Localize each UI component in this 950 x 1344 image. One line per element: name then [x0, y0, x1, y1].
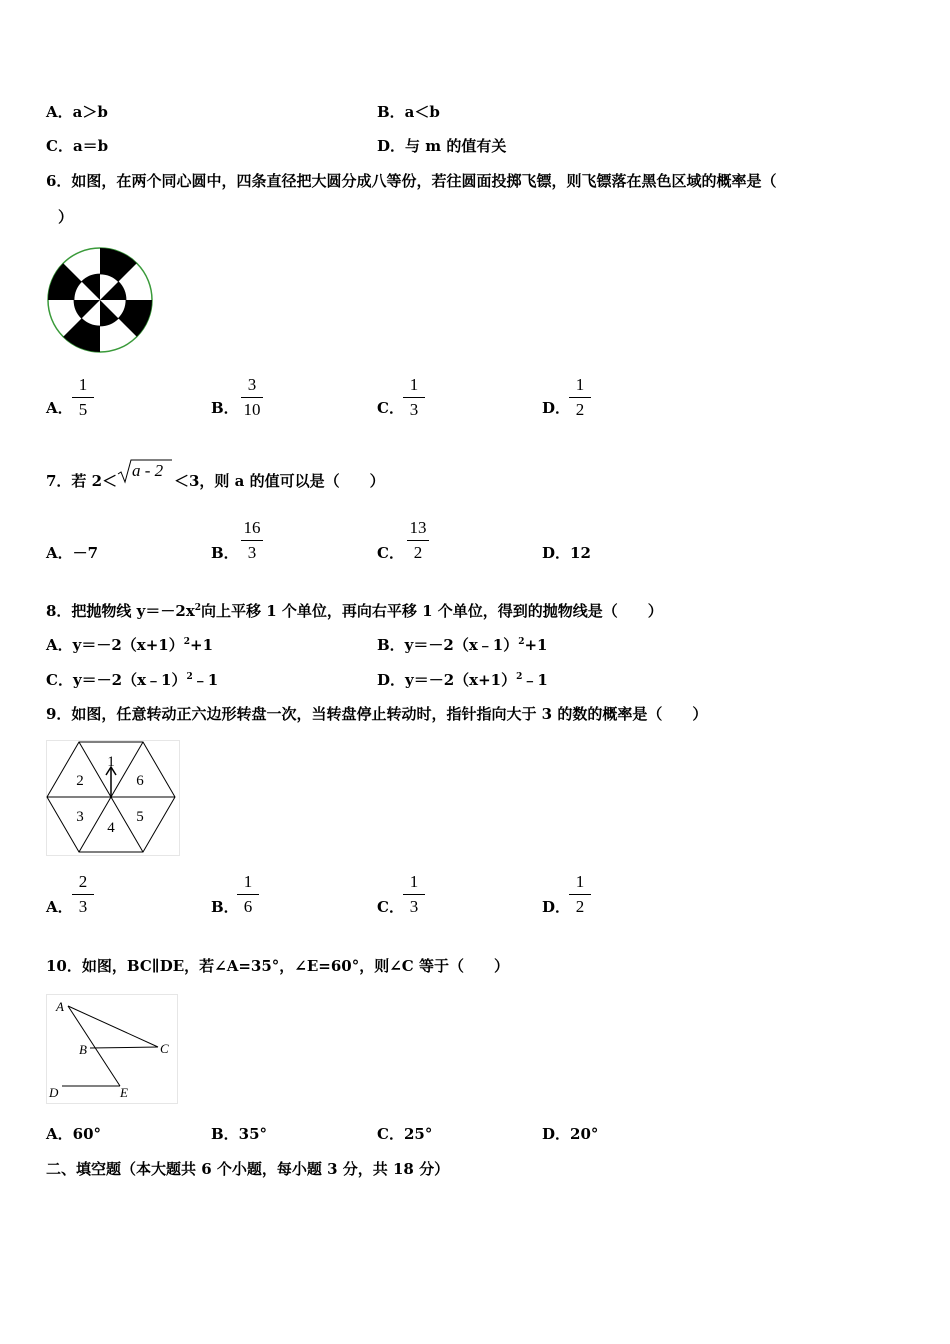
q6-option-b-label: B． [211, 399, 239, 417]
q7-option-c-fraction: 13 2 [403, 518, 433, 563]
point-c-label: C [160, 1041, 169, 1056]
hexagon-spinner-figure [46, 740, 180, 856]
point-e-label: E [120, 1085, 128, 1100]
q10-option-c: C．25° [377, 1125, 433, 1143]
q9-option-c-label: C． [377, 898, 404, 916]
hex-label-6: 6 [136, 773, 144, 789]
hex-label-2: 2 [76, 773, 84, 789]
q7-radicand: a - 2 [132, 461, 164, 480]
q9-option-d-label: D． [542, 898, 571, 916]
q8-stem-a: 8．把抛物线 y＝－2x [46, 602, 195, 620]
q7-option-b-fraction: 16 3 [237, 518, 267, 563]
point-b-label: B [79, 1042, 87, 1057]
q6-option-a-fraction: 1 5 [68, 375, 98, 420]
q9-option-a-fraction: 2 3 [68, 872, 98, 917]
q8-option-a: A．$y=-2(x+1)^2+1$ [46, 636, 214, 654]
q6-stem-line2: ） [58, 208, 74, 226]
hex-label-1: 1 [107, 754, 115, 770]
q7-stem-prefix: 7．若 2＜ [46, 472, 118, 490]
q7-stem-suffix: ＜3，则 a 的值可以是（ ） [174, 472, 385, 490]
q6-stem-line1: 6．如图，在两个同心圆中，四条直径把大圆分成八等份，若往圆面投掷飞镖，则飞镖落在黑色区域的概率是（ [46, 172, 777, 190]
q5-option-d: D．与 m 的值有关 [377, 137, 507, 155]
hex-label-3: 3 [76, 809, 84, 825]
q6-option-d-label: D． [542, 399, 571, 417]
q5-option-a: A．a＞b [46, 103, 108, 121]
q7-option-a: A．－7 [46, 544, 99, 562]
q6-option-d-fraction: 1 2 [565, 375, 595, 420]
q9-option-b-label: B． [211, 898, 239, 916]
q10-option-b: B．35° [211, 1125, 268, 1143]
parallel-lines-figure [46, 994, 178, 1104]
concentric-circles-figure [46, 246, 154, 354]
q9-option-d-fraction: 1 2 [565, 872, 595, 917]
q5-option-b: B．a＜b [377, 103, 440, 121]
q5-option-c: C．a＝b [46, 137, 109, 155]
q10-option-d: D．20° [542, 1125, 599, 1143]
section-2-heading: 二、填空题（本大题共 6 个小题，每小题 3 分，共 18 分） [46, 1160, 450, 1178]
q7-option-c-label: C． [377, 544, 404, 562]
q8-option-c: C．y＝－2（x﹣1）$^2$﹣1 [46, 671, 219, 689]
q8-stem-b: 向上平移 1 个单位，再向右平移 1 个单位，得到的抛物线是（ ） [201, 602, 663, 620]
q8-stem [46, 601, 663, 621]
hex-label-5: 5 [136, 809, 144, 825]
q10-stem: 10．如图，BC∥DE，若∠A=35°，∠E=60°，则∠C 等于（ ） [46, 957, 509, 975]
q8-option-d: D．$y=-2(x+1)^2﹣1$ [377, 671, 548, 689]
q10-option-a: A．60° [46, 1125, 102, 1143]
hex-label-4: 4 [107, 820, 115, 836]
q9-option-c-fraction: 1 3 [399, 872, 429, 917]
q9-stem: 9．如图，任意转动正六边形转盘一次，当转盘停止转动时，指针指向大于 3 的数的概率是（ ） [46, 705, 708, 723]
q9-option-a-label: A． [46, 898, 73, 916]
q6-option-c-fraction: 1 3 [399, 375, 429, 420]
q8-stem-sup: 2 [194, 603, 202, 613]
q7-option-d: D．12 [542, 544, 591, 562]
q9-option-b-fraction: 1 6 [233, 872, 263, 917]
point-a-label: A [56, 999, 64, 1014]
point-d-label: D [49, 1085, 59, 1100]
q6-option-b-fraction: 3 10 [237, 375, 267, 420]
q6-option-c-label: C． [377, 399, 404, 417]
q6-option-a-label: A． [46, 399, 73, 417]
q8-option-b: B．y＝－2（x﹣1）$^2$+1 [377, 636, 548, 654]
q7-option-b-label: B． [211, 544, 239, 562]
